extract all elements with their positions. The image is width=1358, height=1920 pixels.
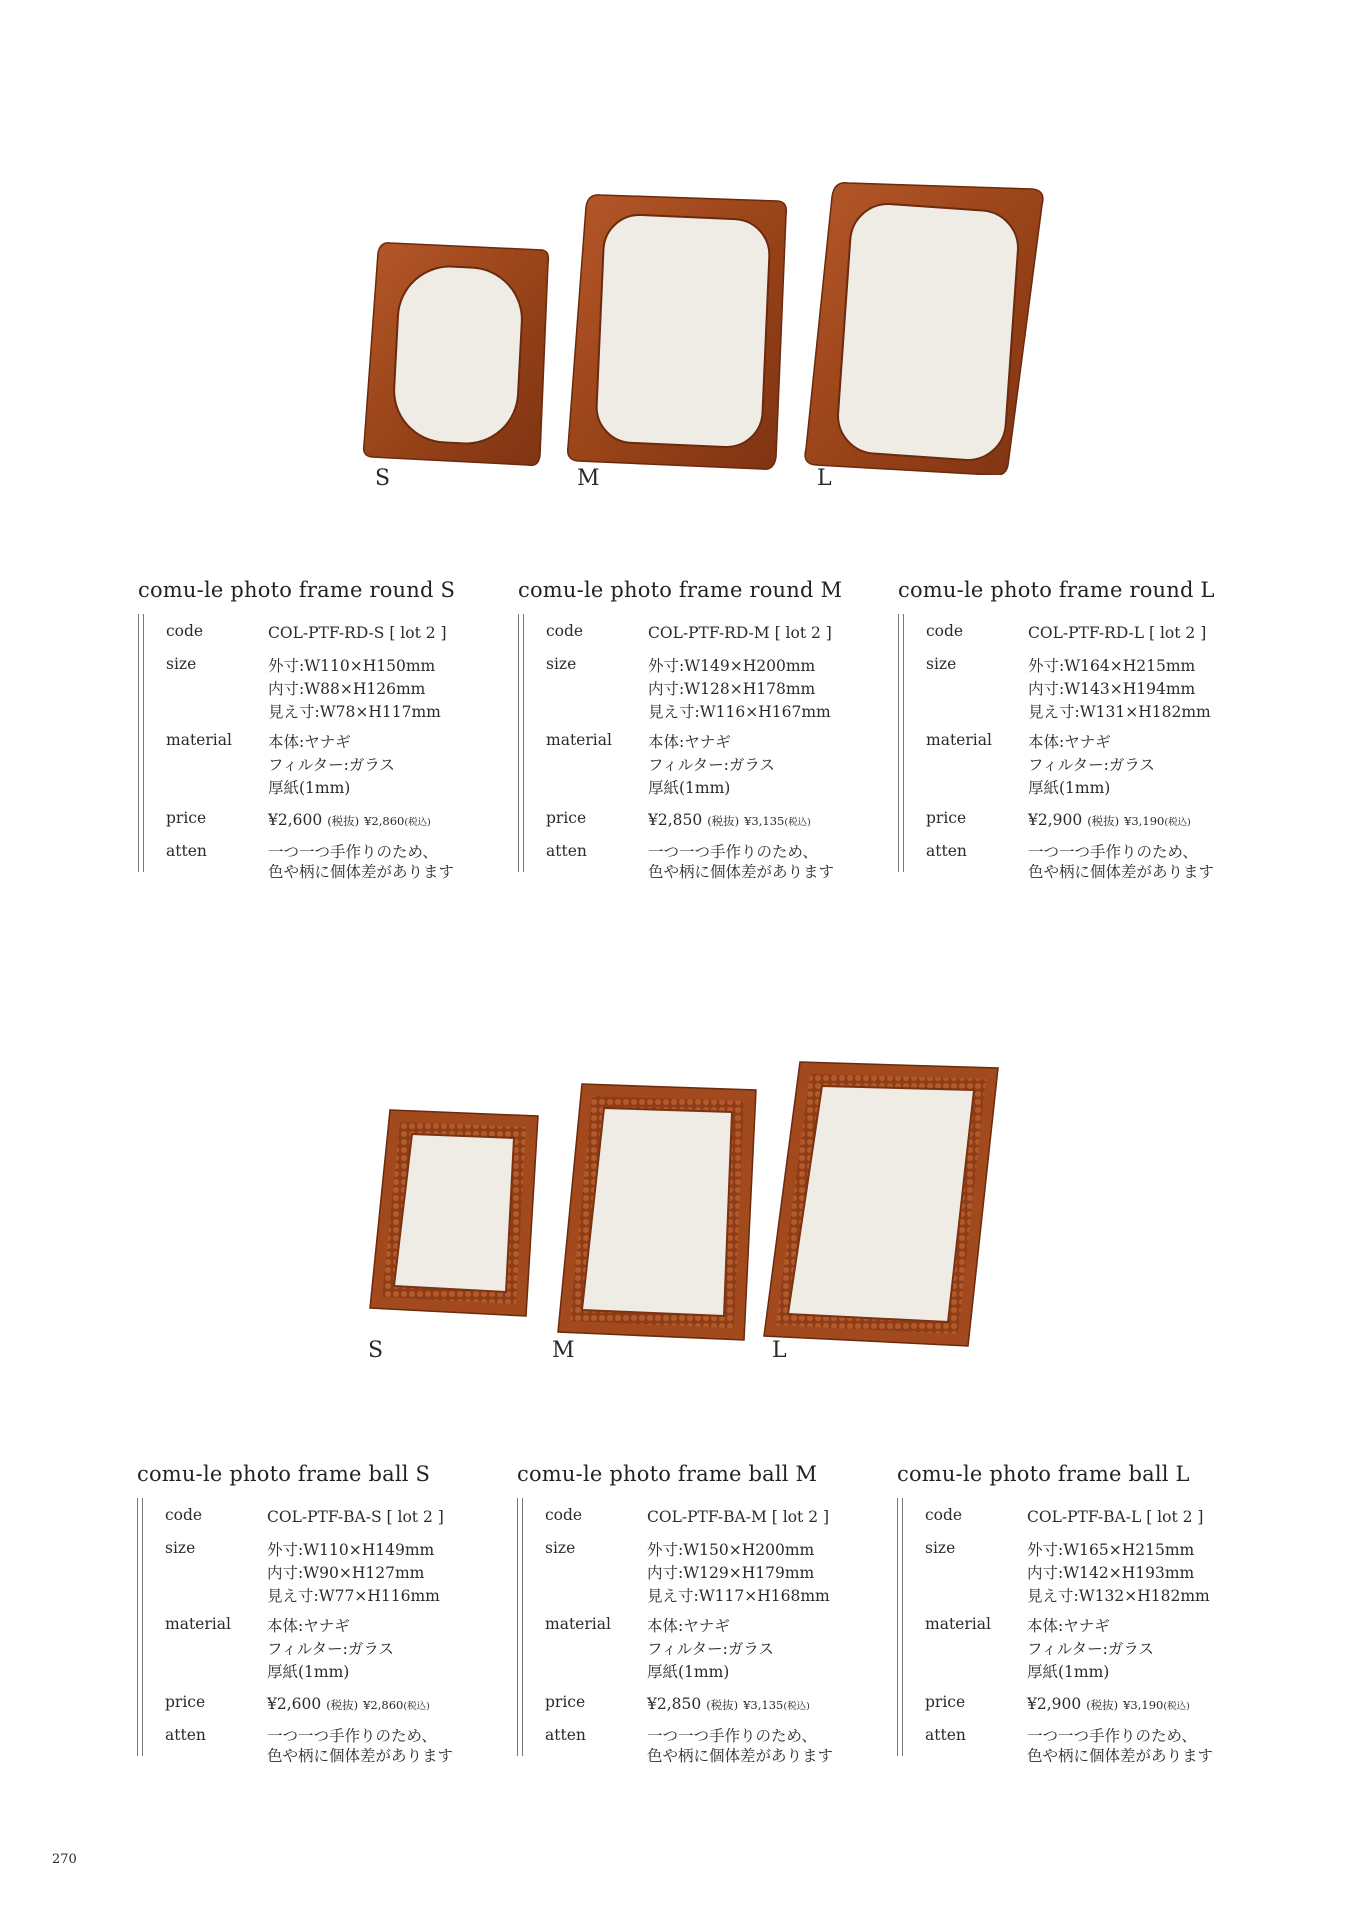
spec-value bbox=[648, 731, 775, 800]
material-filter: フィルター:ガラス bbox=[648, 756, 775, 774]
size-inner: 内寸:W90×H127mm bbox=[267, 1564, 425, 1582]
size-visible: 見え寸:W131×H182mm bbox=[1028, 703, 1211, 721]
atten-line: 色や柄に個体差があります bbox=[268, 863, 455, 881]
spec-key: code bbox=[926, 622, 964, 640]
spec-rule bbox=[143, 614, 144, 872]
spec-key: price bbox=[925, 1693, 966, 1711]
atten-line: 一つ一つ手作りのため、 bbox=[268, 843, 438, 861]
tax-in-note: (税込) bbox=[1163, 1701, 1190, 1712]
tax-in-note: (税込) bbox=[784, 817, 811, 828]
spec-rule bbox=[142, 1498, 143, 1756]
material-filter: フィルター:ガラス bbox=[267, 1640, 394, 1658]
spec-rule bbox=[897, 1498, 898, 1756]
atten-line: 色や柄に個体差があります bbox=[1028, 863, 1215, 881]
round-size-label-l: L bbox=[817, 466, 832, 491]
product-round-m bbox=[518, 578, 858, 881]
product-round-l bbox=[898, 578, 1238, 881]
product-ball-s bbox=[137, 1462, 477, 1765]
spec-rule bbox=[898, 614, 899, 872]
spec-value bbox=[647, 1726, 833, 1766]
price-ex-tax: ¥2,900 bbox=[1028, 811, 1083, 829]
size-outer: 外寸:W110×H149mm bbox=[267, 1541, 435, 1559]
ball-frame-l-image bbox=[764, 1062, 998, 1346]
spec-rule bbox=[523, 614, 524, 872]
spec-value bbox=[268, 655, 441, 724]
atten-line: 一つ一つ手作りのため、 bbox=[647, 1727, 817, 1745]
tax-ex-note: (税抜) bbox=[326, 1698, 359, 1712]
spec-value: COL-PTF-BA-M [ lot 2 ] bbox=[647, 1508, 830, 1526]
material-board: 厚紙(1mm) bbox=[1028, 779, 1111, 797]
product-title: comu-le photo frame ball L bbox=[897, 1462, 1190, 1486]
price-ex-tax: ¥2,850 bbox=[648, 811, 703, 829]
product-title: comu-le photo frame ball S bbox=[137, 1462, 431, 1486]
spec-value bbox=[648, 842, 834, 882]
tax-ex-note: (税抜) bbox=[1087, 814, 1120, 828]
page-number: 270 bbox=[52, 1852, 77, 1867]
size-inner: 内寸:W129×H179mm bbox=[647, 1564, 815, 1582]
spec-key: atten bbox=[926, 842, 967, 860]
spec-rule bbox=[902, 1498, 903, 1756]
size-outer: 外寸:W165×H215mm bbox=[1027, 1541, 1195, 1559]
material-body: 本体:ヤナギ bbox=[1027, 1617, 1110, 1635]
size-outer: 外寸:W164×H215mm bbox=[1028, 657, 1196, 675]
round-size-label-s: S bbox=[375, 466, 391, 491]
spec-value bbox=[1028, 655, 1211, 724]
spec-key: size bbox=[545, 1539, 576, 1557]
spec-value bbox=[267, 1615, 394, 1684]
tax-in-note: (税込) bbox=[403, 1701, 430, 1712]
atten-line: 一つ一つ手作りのため、 bbox=[267, 1727, 437, 1745]
material-filter: フィルター:ガラス bbox=[1027, 1640, 1154, 1658]
spec-key: code bbox=[546, 622, 584, 640]
spec-rule bbox=[517, 1498, 518, 1756]
size-visible: 見え寸:W116×H167mm bbox=[648, 703, 831, 721]
size-visible: 見え寸:W77×H116mm bbox=[267, 1587, 440, 1605]
size-inner: 内寸:W88×H126mm bbox=[268, 680, 426, 698]
spec-key: material bbox=[165, 1615, 231, 1633]
spec-key: material bbox=[925, 1615, 991, 1633]
spec-value bbox=[268, 731, 395, 800]
spec-key: atten bbox=[925, 1726, 966, 1744]
tax-ex-note: (税抜) bbox=[706, 1698, 739, 1712]
product-ball-m bbox=[517, 1462, 857, 1765]
spec-key: size bbox=[165, 1539, 196, 1557]
size-visible: 見え寸:W132×H182mm bbox=[1027, 1587, 1210, 1605]
tax-in-note: (税込) bbox=[783, 1701, 810, 1712]
spec-key: price bbox=[165, 1693, 206, 1711]
price-in-tax: ¥3,135 bbox=[743, 1698, 784, 1712]
price-in-tax: ¥3,190 bbox=[1124, 814, 1165, 828]
round-frame-m-image bbox=[568, 195, 787, 469]
spec-key: size bbox=[546, 655, 577, 673]
atten-line: 色や柄に個体差があります bbox=[1027, 1747, 1214, 1765]
spec-rule bbox=[138, 614, 139, 872]
spec-value bbox=[647, 1615, 774, 1684]
spec-key: material bbox=[545, 1615, 611, 1633]
price-in-tax: ¥3,190 bbox=[1123, 1698, 1164, 1712]
price-ex-tax: ¥2,850 bbox=[647, 1695, 702, 1713]
product-title: comu-le photo frame round S bbox=[138, 578, 456, 602]
size-inner: 内寸:W142×H193mm bbox=[1027, 1564, 1195, 1582]
material-board: 厚紙(1mm) bbox=[268, 779, 351, 797]
atten-line: 色や柄に個体差があります bbox=[647, 1747, 834, 1765]
spec-key: size bbox=[166, 655, 197, 673]
tax-ex-note: (税抜) bbox=[327, 814, 360, 828]
spec-value bbox=[1027, 1539, 1210, 1608]
spec-value bbox=[1027, 1693, 1190, 1718]
ball-size-label-l: L bbox=[772, 1338, 787, 1363]
spec-key: code bbox=[166, 622, 204, 640]
round-frame-l-image bbox=[805, 183, 1043, 475]
material-body: 本体:ヤナギ bbox=[647, 1617, 730, 1635]
spec-table bbox=[897, 1498, 1227, 1765]
tax-ex-note: (税抜) bbox=[1086, 1698, 1119, 1712]
ball-frames-photo bbox=[360, 1050, 1020, 1350]
spec-key: price bbox=[166, 809, 207, 827]
material-board: 厚紙(1mm) bbox=[647, 1663, 730, 1681]
spec-value bbox=[647, 1539, 830, 1608]
round-frames-photo bbox=[350, 175, 1050, 475]
ball-size-label-s: S bbox=[368, 1338, 384, 1363]
spec-key: atten bbox=[546, 842, 587, 860]
size-visible: 見え寸:W117×H168mm bbox=[647, 1587, 830, 1605]
material-body: 本体:ヤナギ bbox=[1028, 733, 1111, 751]
spec-key: code bbox=[165, 1506, 203, 1524]
spec-value: COL-PTF-RD-L [ lot 2 ] bbox=[1028, 624, 1207, 642]
atten-line: 一つ一つ手作りのため、 bbox=[1027, 1727, 1197, 1745]
spec-key: code bbox=[925, 1506, 963, 1524]
spec-key: size bbox=[926, 655, 957, 673]
ball-size-label-m: M bbox=[552, 1338, 575, 1363]
material-board: 厚紙(1mm) bbox=[648, 779, 731, 797]
spec-key: price bbox=[926, 809, 967, 827]
spec-table bbox=[518, 614, 848, 881]
atten-line: 一つ一つ手作りのため、 bbox=[1028, 843, 1198, 861]
spec-value bbox=[268, 809, 431, 834]
product-title: comu-le photo frame round L bbox=[898, 578, 1215, 602]
price-ex-tax: ¥2,600 bbox=[268, 811, 323, 829]
spec-key: code bbox=[545, 1506, 583, 1524]
product-ball-l bbox=[897, 1462, 1237, 1765]
spec-key: price bbox=[546, 809, 587, 827]
spec-value bbox=[267, 1726, 453, 1766]
size-outer: 外寸:W110×H150mm bbox=[268, 657, 436, 675]
spec-table bbox=[137, 1498, 467, 1765]
spec-value: COL-PTF-RD-S [ lot 2 ] bbox=[268, 624, 447, 642]
spec-key: size bbox=[925, 1539, 956, 1557]
spec-table bbox=[898, 614, 1228, 881]
ball-frame-m-image bbox=[558, 1084, 756, 1340]
spec-value bbox=[648, 655, 831, 724]
price-in-tax: ¥2,860 bbox=[363, 1698, 404, 1712]
spec-rule bbox=[137, 1498, 138, 1756]
spec-key: atten bbox=[165, 1726, 206, 1744]
tax-in-note: (税込) bbox=[404, 817, 431, 828]
spec-rule bbox=[518, 614, 519, 872]
spec-value: COL-PTF-BA-S [ lot 2 ] bbox=[267, 1508, 444, 1526]
spec-value bbox=[267, 1539, 440, 1608]
spec-value bbox=[648, 809, 811, 834]
spec-key: atten bbox=[166, 842, 207, 860]
tax-in-note: (税込) bbox=[1164, 817, 1191, 828]
spec-key: material bbox=[546, 731, 612, 749]
material-filter: フィルター:ガラス bbox=[647, 1640, 774, 1658]
price-ex-tax: ¥2,600 bbox=[267, 1695, 322, 1713]
price-in-tax: ¥2,860 bbox=[364, 814, 405, 828]
spec-value bbox=[1028, 842, 1214, 882]
product-title: comu-le photo frame ball M bbox=[517, 1462, 818, 1486]
material-body: 本体:ヤナギ bbox=[268, 733, 351, 751]
spec-value bbox=[267, 1693, 430, 1718]
spec-table bbox=[517, 1498, 847, 1765]
spec-key: price bbox=[545, 1693, 586, 1711]
spec-value: COL-PTF-BA-L [ lot 2 ] bbox=[1027, 1508, 1204, 1526]
spec-value bbox=[647, 1693, 810, 1718]
spec-key: material bbox=[926, 731, 992, 749]
material-filter: フィルター:ガラス bbox=[1028, 756, 1155, 774]
size-inner: 内寸:W143×H194mm bbox=[1028, 680, 1196, 698]
spec-value bbox=[1027, 1726, 1213, 1766]
price-in-tax: ¥3,135 bbox=[744, 814, 785, 828]
spec-value bbox=[1027, 1615, 1154, 1684]
atten-line: 一つ一つ手作りのため、 bbox=[648, 843, 818, 861]
spec-rule bbox=[522, 1498, 523, 1756]
spec-key: material bbox=[166, 731, 232, 749]
material-body: 本体:ヤナギ bbox=[267, 1617, 350, 1635]
round-frame-s-image bbox=[364, 243, 549, 465]
tax-ex-note: (税抜) bbox=[707, 814, 740, 828]
size-outer: 外寸:W149×H200mm bbox=[648, 657, 816, 675]
atten-line: 色や柄に個体差があります bbox=[267, 1747, 454, 1765]
product-round-s bbox=[138, 578, 478, 881]
material-body: 本体:ヤナギ bbox=[648, 733, 731, 751]
spec-value bbox=[268, 842, 454, 882]
spec-rule bbox=[903, 614, 904, 872]
product-title: comu-le photo frame round M bbox=[518, 578, 843, 602]
size-visible: 見え寸:W78×H117mm bbox=[268, 703, 441, 721]
atten-line: 色や柄に個体差があります bbox=[648, 863, 835, 881]
size-outer: 外寸:W150×H200mm bbox=[647, 1541, 815, 1559]
material-board: 厚紙(1mm) bbox=[1027, 1663, 1110, 1681]
spec-value: COL-PTF-RD-M [ lot 2 ] bbox=[648, 624, 832, 642]
spec-value bbox=[1028, 731, 1155, 800]
spec-table bbox=[138, 614, 468, 881]
material-board: 厚紙(1mm) bbox=[267, 1663, 350, 1681]
round-size-label-m: M bbox=[577, 466, 600, 491]
material-filter: フィルター:ガラス bbox=[268, 756, 395, 774]
spec-value bbox=[1028, 809, 1191, 834]
size-inner: 内寸:W128×H178mm bbox=[648, 680, 816, 698]
ball-frame-s-image bbox=[370, 1110, 538, 1316]
price-ex-tax: ¥2,900 bbox=[1027, 1695, 1082, 1713]
spec-key: atten bbox=[545, 1726, 586, 1744]
